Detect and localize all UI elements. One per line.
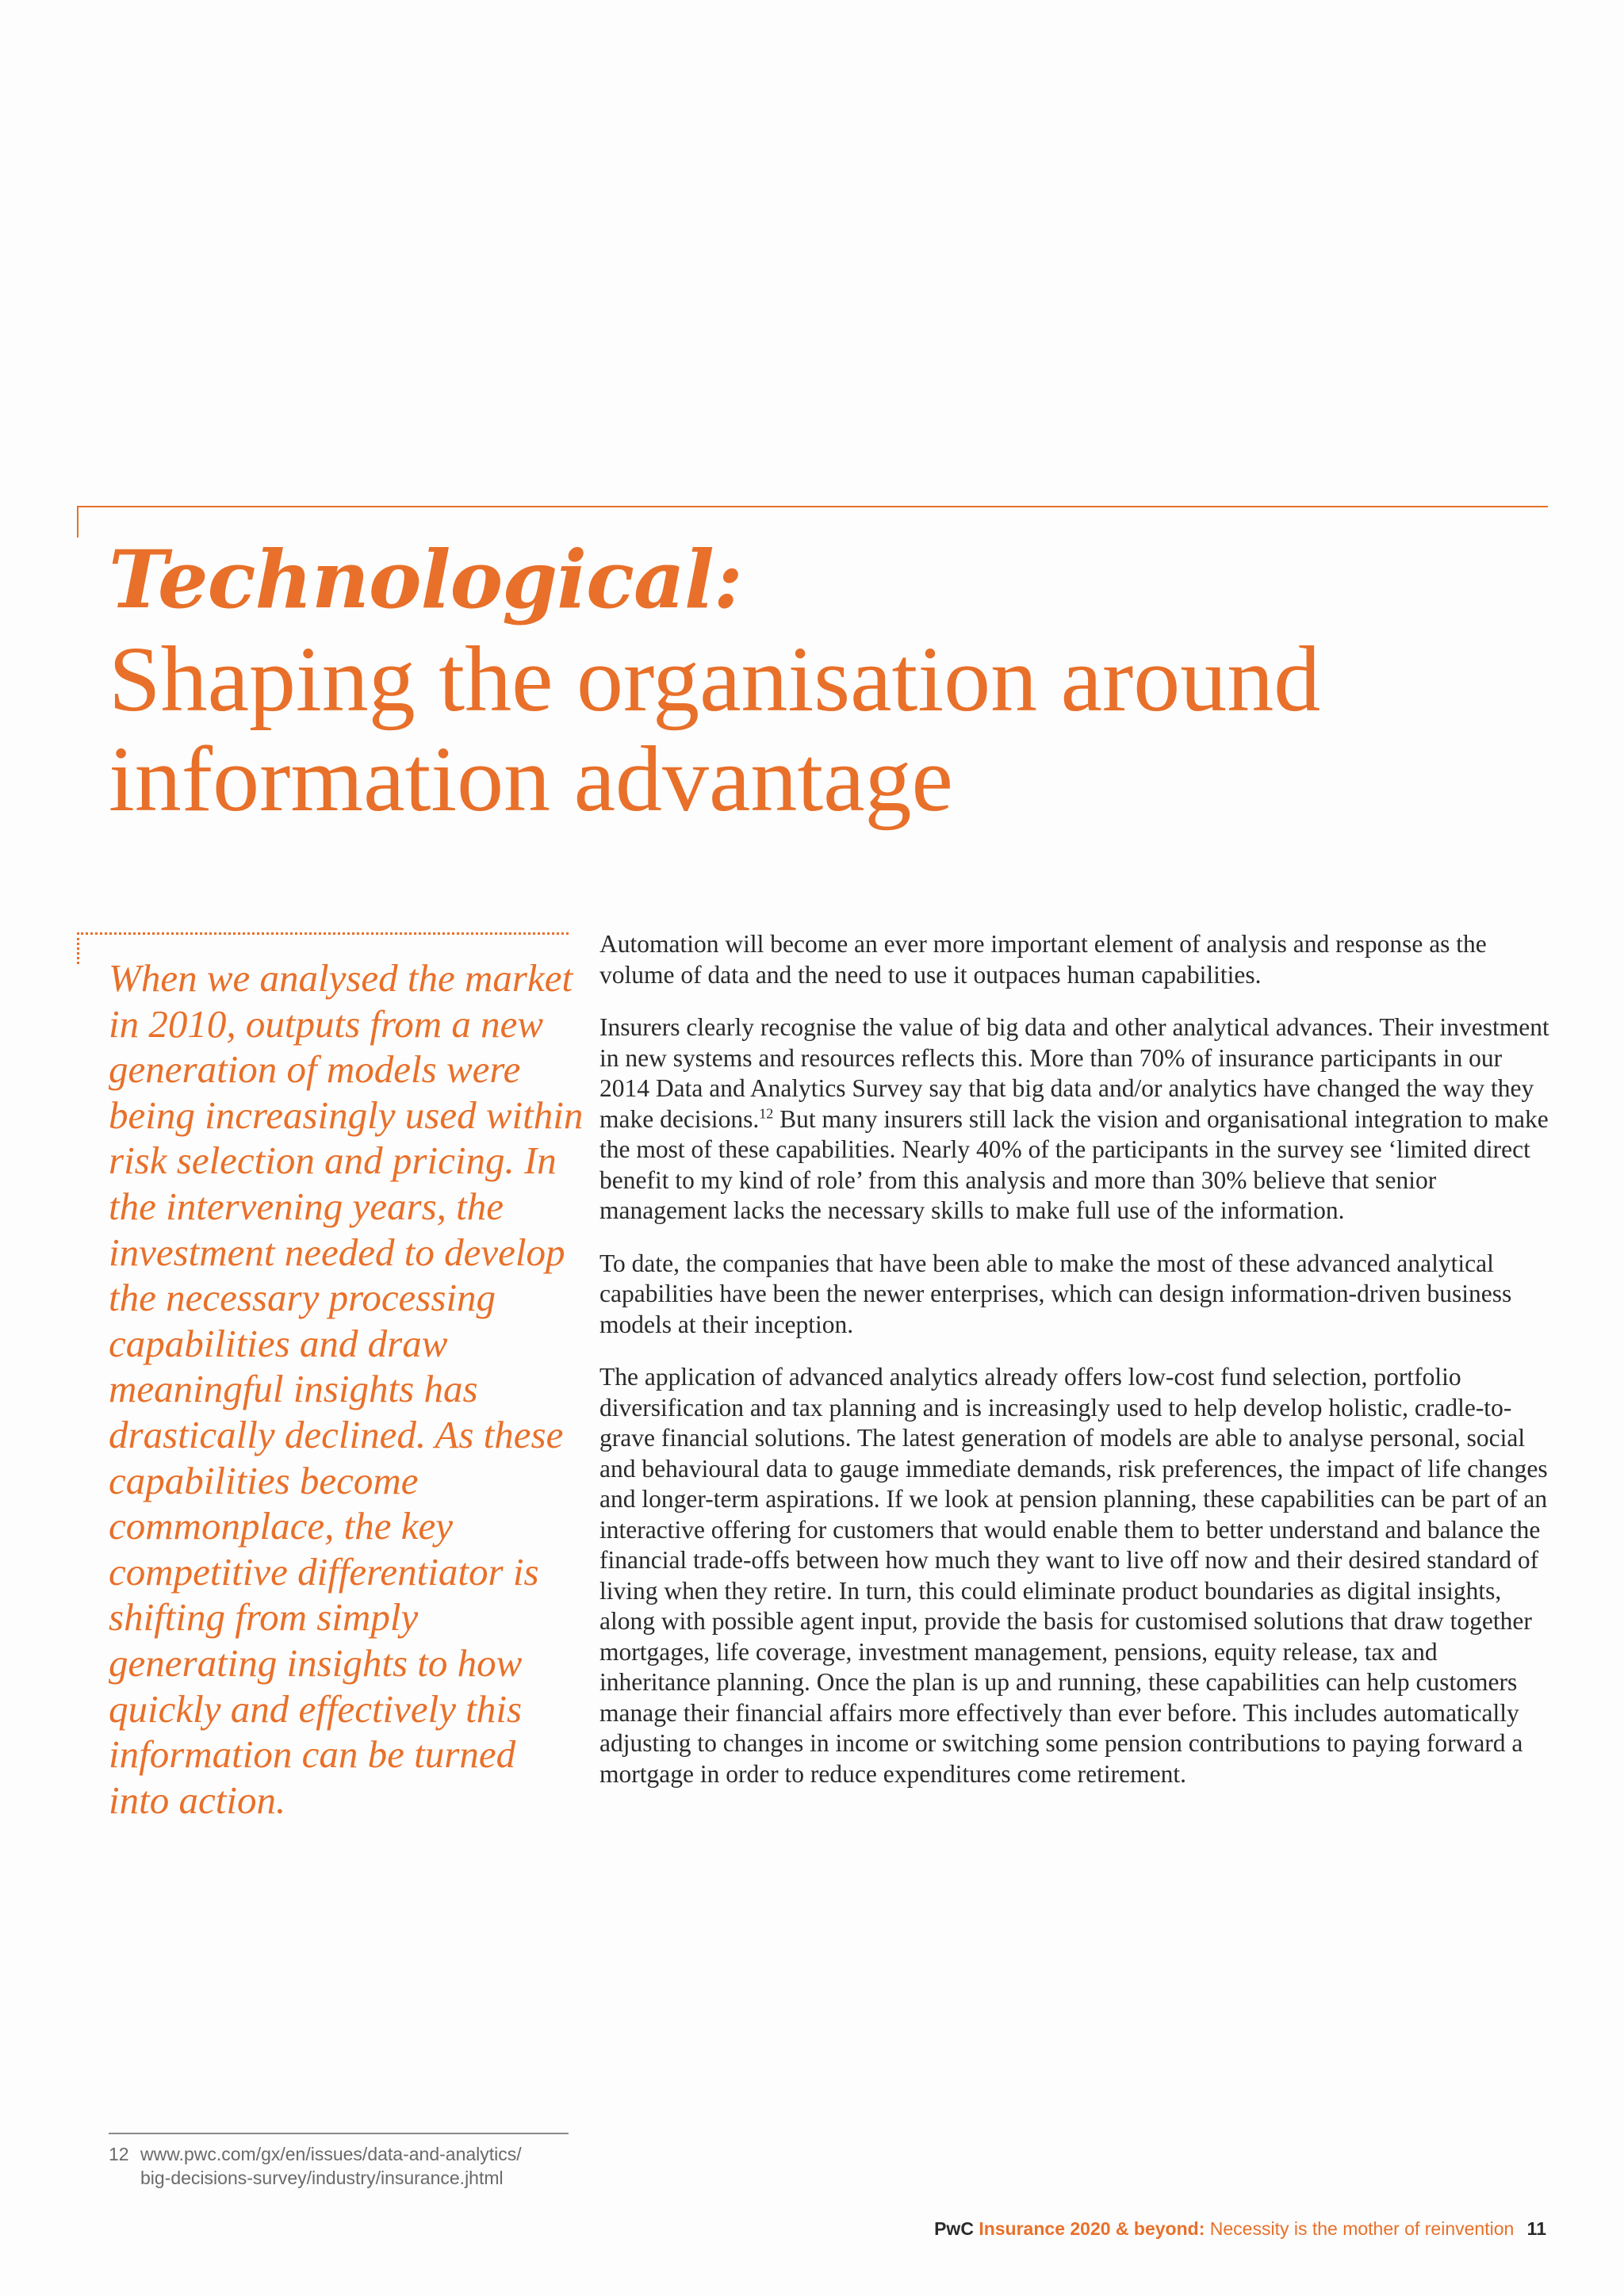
title-subtitle: Shaping the organisation around information advantage xyxy=(109,627,1321,831)
footnote xyxy=(109,2142,600,2190)
section-title xyxy=(109,533,1520,829)
body-paragraph-2 xyxy=(599,1012,1551,1226)
pull-quote: When we analysed the market in 2010, outputs from a new generation of models were being increasingly used within risk selection and pricing. In the intervening years, the investment needed to develop the necessary processing capabilities and draw meaningful insights has drastically declined. As these capabilities become commonplace, the key competitive differentiator is shifting from simply generating insights to how quickly and effectively this information can be turned into action. xyxy=(109,956,584,1822)
body-paragraph-2-part-2: But many insurers still lack the vision and organisational integration to make the most of these capabilities. Nearly 40% of the participants in the survey see ‘limited direct benefit to my kind of role’ from this analysis and more than 30% believe that senior management lacks the necessary skills to make full use of the information. xyxy=(599,1104,1549,1224)
title-rule-tick xyxy=(77,506,79,538)
page-footer xyxy=(934,2217,1546,2241)
body-paragraph-2-part-1: Insurers clearly recognise the value of big data and other analytical advances. Their investment in new systems and resources reflects this. More than 70% of insurance participants in our 2014 Data and Analytics Survey say that big data and/or analytics have changed the way they make decisions. xyxy=(599,1013,1549,1133)
body-text xyxy=(599,929,1551,1812)
pull-quote-rule-tick xyxy=(77,932,79,964)
body-paragraph-3: To date, the companies that have been able to make the most of these advanced analytical capabilities have been the newer enterprises, which can design information-driven business models at their inception. xyxy=(599,1249,1512,1338)
footnote-rule xyxy=(109,2133,569,2134)
footer-publication: Insurance 2020 & beyond: xyxy=(979,2218,1205,2239)
body-paragraph-4: The application of advanced analytics already offers low-cost fund selection, portfolio diversification and tax planning and is increasingly used to help develop holistic, cradle-to-grave financial solutions. The latest generation of models are able to analyse personal, social and behavioural data to gauge immediate demands, risk preferences, the impact of life changes and longer-term aspirations. If we look at pension planning, these capabilities can be part of an interactive offering for customers that would enable them to better understand and balance the financial trade-offs between how much they want to live off now and their desired standard of living when they retire. In turn, this could eliminate product boundaries as digital insights, along with possible agent input, provide the basis for customised solutions that draw together mortgages, life coverage, investment management, pensions, equity release, tax and inheritance planning. Once the plan is up and running, these capabilities can help customers manage their financial affairs more effectively than ever before. This includes automatically adjusting to changes in income or switching some pension contributions to paying forward a mortgage in order to reduce expenditures come retirement. xyxy=(599,1363,1548,1788)
footnote-reference: 12 xyxy=(759,1105,774,1121)
pull-quote-rule xyxy=(77,932,569,935)
page-number: 11 xyxy=(1526,2218,1546,2239)
title-rule xyxy=(77,506,1548,507)
footer-tagline: Necessity is the mother of reinvention xyxy=(1209,2218,1515,2239)
footnote-url-line-1: www.pwc.com/gx/en/issues/data-and-analytics/ xyxy=(140,2144,522,2164)
footnote-number: 12 xyxy=(109,2144,129,2164)
title-keyword: Technological: xyxy=(109,533,742,626)
footer-brand: PwC xyxy=(934,2218,974,2239)
footnote-link[interactable] xyxy=(140,2142,522,2190)
footnote-url-line-2: big-decisions-survey/industry/insurance.jhtml xyxy=(140,2168,504,2188)
body-paragraph-1: Automation will become an ever more important element of analysis and response as the volume of data and the need to use it outpaces human capabilities. xyxy=(599,930,1487,989)
